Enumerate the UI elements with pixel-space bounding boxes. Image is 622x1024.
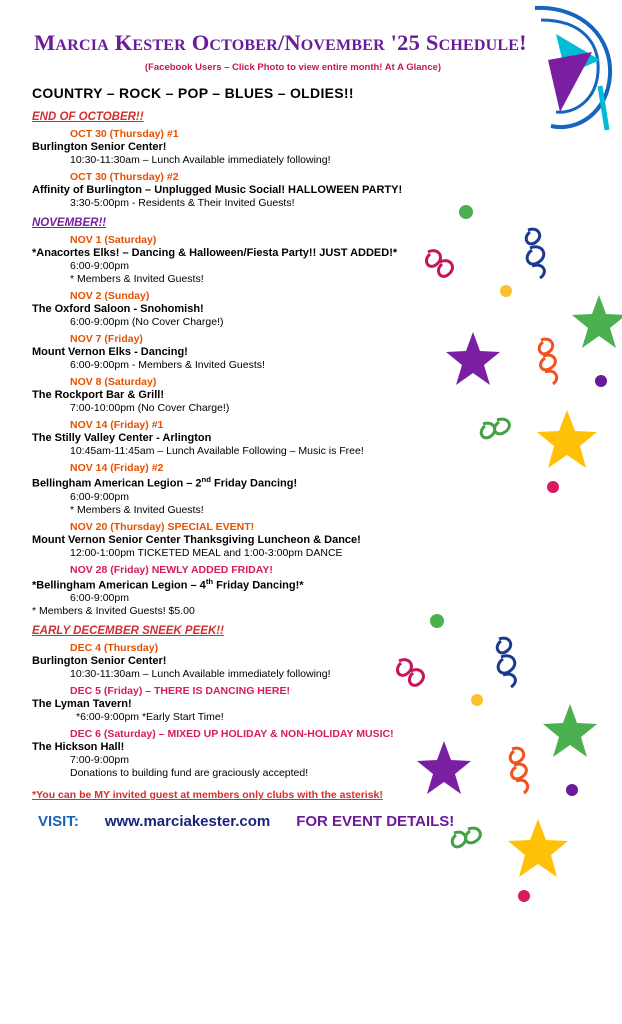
event-date: DEC 4 (Thursday) — [70, 642, 159, 655]
event-entry — [30, 376, 596, 414]
event-date: NOV 20 (Thursday) SPECIAL EVENT! — [70, 520, 255, 533]
event-venue: *Bellingham American Legion – 4th Friday Dancing!* — [32, 576, 304, 592]
event-detail: 6:00-9:00pm - Members & Invited Guests! — [70, 359, 265, 371]
event-entry — [30, 564, 596, 618]
event-detail: 6:00-9:00pm (No Cover Charge!) — [70, 316, 224, 328]
event-detail: 6:00-9:00pm — [70, 490, 129, 503]
event-entry — [30, 642, 596, 680]
event-entry — [30, 462, 596, 516]
event-date: NOV 7 (Friday) — [70, 333, 143, 345]
website-url[interactable]: www.marciakester.com — [104, 813, 271, 831]
event-date: NOV 28 (Friday) NEWLY ADDED FRIDAY! — [70, 563, 273, 576]
event-detail: * Members & Invited Guests! — [70, 273, 204, 285]
event-date: OCT 30 (Thursday) #2 — [70, 171, 179, 183]
event-venue: The Hickson Hall! — [32, 741, 125, 754]
event-venue: Affinity of Burlington – Unplugged Music Social! HALLOWEEN PARTY! — [32, 184, 403, 196]
event-venue: Bellingham American Legion – 2nd Friday Dancing! — [32, 475, 298, 490]
event-venue: *Anacortes Elks! – Dancing & Halloween/Fiesta Party!! JUST ADDED!* — [32, 247, 398, 259]
event-entry — [30, 290, 596, 328]
event-date: NOV 2 (Sunday) — [70, 290, 150, 302]
footer — [38, 813, 596, 830]
event-details-label: FOR EVENT DETAILS! — [296, 813, 455, 831]
visit-label: VISIT: — [38, 813, 79, 831]
event-date: NOV 14 (Friday) #1 — [70, 419, 164, 431]
event-detail: Donations to building fund are graciously accepted! — [70, 767, 309, 780]
event-venue: Burlington Senior Center! — [32, 141, 167, 153]
event-entry — [30, 128, 596, 166]
event-venue: Mount Vernon Elks - Dancing! — [32, 346, 188, 358]
page-subtitle: (Facebook Users – Click Photo to view entire month! At A Glance) — [144, 62, 442, 73]
event-detail: 7:00-10:00pm (No Cover Charge!) — [70, 402, 230, 414]
event-date: DEC 6 (Saturday) – MIXED UP HOLIDAY & NON-HOLIDAY MUSIC! — [70, 728, 394, 741]
event-date: NOV 1 (Saturday) — [70, 234, 157, 246]
event-detail: 10:30-11:30am – Lunch Available immediately following! — [70, 668, 331, 681]
section-heading-november: NOVEMBER!! — [32, 217, 107, 229]
event-venue: The Rockport Bar & Grill! — [32, 389, 165, 401]
event-detail: 10:45am-11:45am – Lunch Available Following – Music is Free! — [70, 445, 364, 457]
event-detail: 3:30-5:00pm - Residents & Their Invited Guests! — [70, 197, 295, 209]
section-heading-december: EARLY DECEMBER SNEEK PEEK!! — [32, 625, 224, 638]
event-entry — [30, 171, 596, 209]
event-venue: Burlington Senior Center! — [32, 655, 167, 668]
event-entry — [30, 728, 596, 779]
event-venue: The Oxford Saloon - Snohomish! — [32, 303, 204, 315]
event-date: OCT 30 (Thursday) #1 — [70, 128, 179, 140]
event-entry — [30, 685, 596, 723]
poster-content — [30, 30, 596, 830]
event-detail: * Members & Invited Guests! $5.00 — [32, 605, 195, 618]
event-venue: Mount Vernon Senior Center Thanksgiving Luncheon & Dance! — [32, 533, 361, 546]
event-date: NOV 14 (Friday) #2 — [70, 462, 164, 474]
asterisk-note: *You can be MY invited guest at members only clubs with the asterisk! — [32, 789, 383, 802]
event-detail: *6:00-9:00pm *Early Start Time! — [76, 711, 224, 724]
event-detail: 7:00-9:00pm — [70, 754, 129, 767]
genres-line: COUNTRY – ROCK – POP – BLUES – OLDIES!! — [32, 85, 354, 101]
section-heading-october: END OF OCTOBER!! — [32, 111, 144, 123]
event-entry — [30, 234, 596, 285]
page-title: Marcia Kester October/November '25 Schedule! — [34, 30, 527, 55]
event-venue: The Stilly Valley Center - Arlington — [32, 432, 212, 444]
event-entry — [30, 333, 596, 371]
event-date: DEC 5 (Friday) – THERE IS DANCING HERE! — [70, 685, 290, 698]
event-entry — [30, 419, 596, 457]
event-detail: 6:00-9:00pm — [70, 592, 129, 605]
event-date: NOV 8 (Saturday) — [70, 376, 157, 388]
event-detail: 6:00-9:00pm — [70, 260, 129, 272]
event-detail: * Members & Invited Guests! — [70, 503, 204, 516]
event-detail: 10:30-11:30am – Lunch Available immediately following! — [70, 154, 331, 166]
event-entry — [30, 521, 596, 559]
event-venue: The Lyman Tavern! — [32, 698, 132, 711]
event-detail: 12:00-1:00pm TICKETED MEAL and 1:00-3:00pm DANCE — [70, 546, 343, 559]
